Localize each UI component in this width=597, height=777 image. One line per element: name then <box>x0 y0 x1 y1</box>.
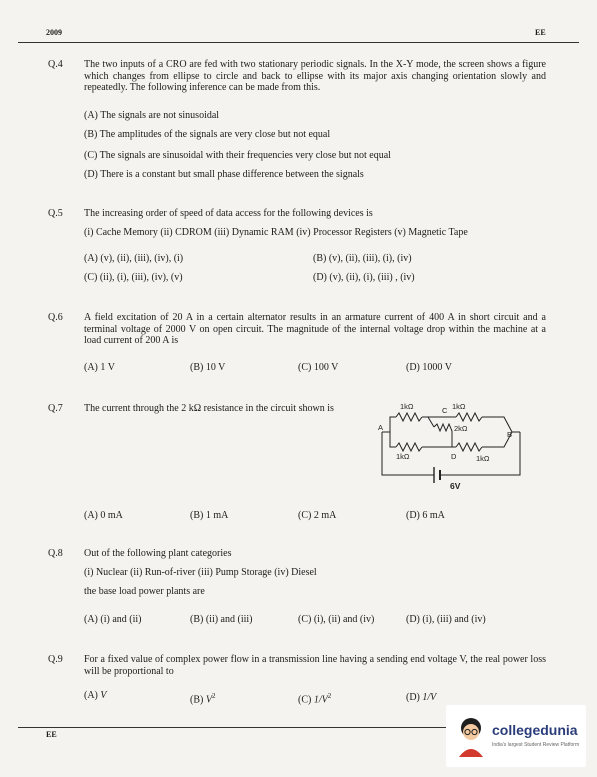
q9-option-d-value: 1/V <box>422 692 437 703</box>
q7-number: Q.7 <box>48 403 63 414</box>
label-node-d: D <box>451 452 457 461</box>
q9-option-b-label: (B) <box>190 694 204 706</box>
q9-option-a <box>84 690 107 701</box>
label-r-top-left: 1kΩ <box>400 402 414 411</box>
q7-option-c: (C) 2 mA <box>298 510 337 521</box>
q8-option-d: (D) (i), (iii) and (iv) <box>406 614 486 625</box>
q4-option-b: (B) The amplitudes of the signals are very close but not equal <box>84 129 331 140</box>
logo-name: collegedunia <box>492 722 578 738</box>
q9-text: For a fixed value of complex power flow in a transmission line having a sending end voltage V, the real power loss will be proportional to <box>84 654 546 677</box>
q8-items: (i) Nuclear (ii) Run-of-river (iii) Pump Storage (iv) Diesel <box>84 567 317 578</box>
q4-number: Q.4 <box>48 59 63 70</box>
q9-option-b <box>190 692 215 705</box>
q8-option-c: (C) (i), (ii) and (iv) <box>298 614 375 625</box>
q4-option-a: (A) The signals are not sinusoidal <box>84 110 220 121</box>
q8-number: Q.8 <box>48 548 63 559</box>
q5-option-a: (A) (v), (ii), (iii), (iv), (i) <box>84 253 184 264</box>
label-node-a: A <box>378 423 384 432</box>
q9-option-a-label: (A) <box>84 690 98 701</box>
q5-items: (i) Cache Memory (ii) CDROM (iii) Dynamic RAM (iv) Processor Registers (v) Magnetic Tape <box>84 227 468 238</box>
q4-option-c: (C) The signals are sinusoidal with their frequencies very close but not equal <box>84 150 391 161</box>
q8-text2: the base load power plants are <box>84 586 205 597</box>
q9-option-d <box>406 692 436 703</box>
q4-option-d: (D) There is a constant but small phase difference between the signals <box>84 169 364 180</box>
q5-option-b: (B) (v), (ii), (iii), (i), (iv) <box>313 253 412 264</box>
label-r-mid: 2kΩ <box>454 424 468 433</box>
q5-number: Q.5 <box>48 208 63 219</box>
label-source: 6V <box>450 481 461 491</box>
q5-option-d: (D) (v), (ii), (i), (iii) , (iv) <box>313 272 415 283</box>
label-r-bot-left: 1kΩ <box>396 452 410 461</box>
q4-text: The two inputs of a CRO are fed with two stationary periodic signals. In the X-Y mode, the screen shows a figure which changes from ellipse to circle and back to ellipse with its major axis changing orientation slowly and repeatedly. The following inference can be made from this. <box>84 59 546 93</box>
q9-option-b-value: V <box>205 694 212 706</box>
q6-option-d: (D) 1000 V <box>406 362 452 373</box>
logo-tagline: India's largest Student Review Platform <box>492 742 580 748</box>
q6-text: A field excitation of 20 A in a certain alternator results in an armature current of 400 A in short circuit and a terminal voltage of 2000 V on open circuit. The magnitude of the internal voltage drop within the machine at a load current of 200 A is <box>84 312 546 346</box>
q9-option-c-value: 1/V <box>313 694 328 706</box>
header-year: 2009 <box>46 28 62 37</box>
label-r-top-right: 1kΩ <box>452 402 466 411</box>
q9-option-c-exponent: 2 <box>327 692 332 700</box>
q6-number: Q.6 <box>48 312 63 323</box>
q7-circuit-diagram <box>372 397 530 497</box>
q6-option-b: (B) 10 V <box>190 362 226 373</box>
label-node-b: B <box>507 430 513 439</box>
q7-option-b: (B) 1 mA <box>190 510 229 521</box>
footer-code: EE <box>46 730 57 739</box>
q7-option-a: (A) 0 mA <box>84 510 123 521</box>
q9-option-a-value: V <box>100 690 107 701</box>
q6-option-a: (A) 1 V <box>84 362 115 373</box>
q9-option-d-label: (D) <box>406 692 420 703</box>
q9-option-c <box>298 692 331 705</box>
q8-text: Out of the following plant categories <box>84 548 232 559</box>
q7-option-d: (D) 6 mA <box>406 510 445 521</box>
collegedunia-logo <box>446 705 586 767</box>
q9-number: Q.9 <box>48 654 63 665</box>
header-rule <box>18 42 579 43</box>
q5-text: The increasing order of speed of data access for the following devices is <box>84 208 373 219</box>
q8-option-b: (B) (ii) and (iii) <box>190 614 253 625</box>
q9-option-b-exponent: 2 <box>211 692 216 700</box>
q7-text: The current through the 2 kΩ resistance in the circuit shown is <box>84 403 334 414</box>
q5-option-c: (C) (ii), (i), (iii), (iv), (v) <box>84 272 183 283</box>
student-mascot-icon <box>456 715 486 757</box>
label-node-c: C <box>442 406 448 415</box>
header-code: EE <box>535 28 546 37</box>
q8-option-a: (A) (i) and (ii) <box>84 614 142 625</box>
q6-option-c: (C) 100 V <box>298 362 339 373</box>
label-r-bot-right: 1kΩ <box>476 454 490 463</box>
q9-option-c-label: (C) <box>298 694 312 706</box>
